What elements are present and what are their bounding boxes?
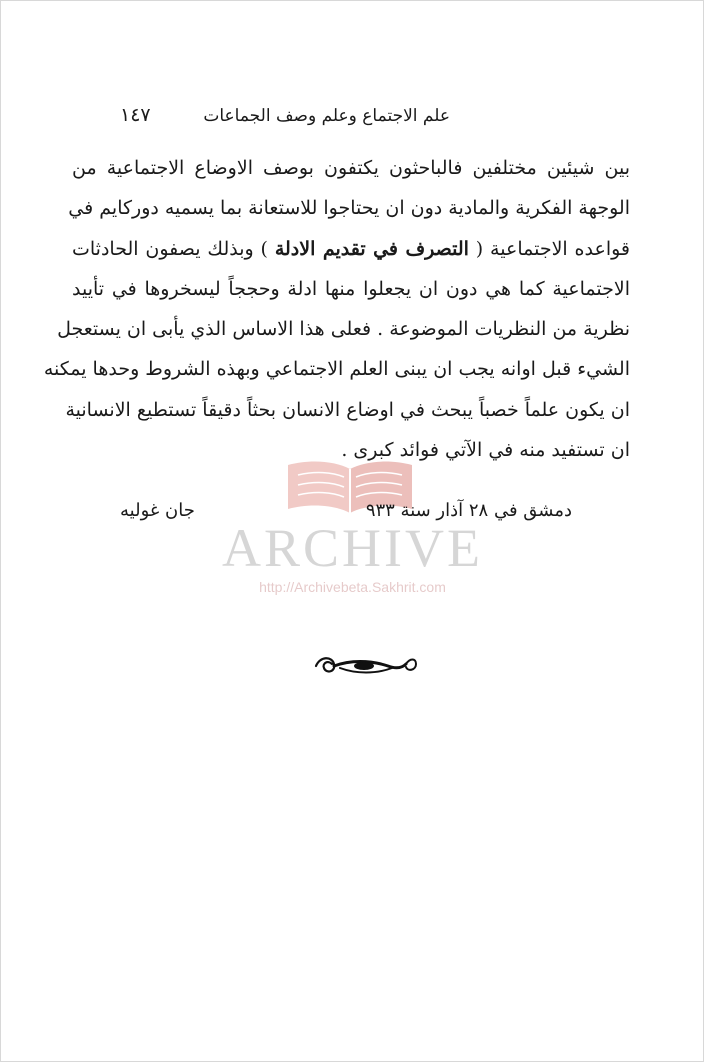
signature-row (120, 500, 572, 521)
body-line: الاجتماعية كما هي دون ان يجعلوا منها ادلة وحججاً ليسخروها في تأييد (72, 277, 630, 300)
body-line: ان يكون علماً خصباً يبحث في اوضاع الانسان بحثاً دقيقاً تستطيع الانسانية (65, 398, 630, 421)
body-line: قواعده الاجتماعية ( التصرف في تقديم الادلة ) وبذلك يصفون الحادثات (72, 237, 630, 260)
scroll-flourish-icon (310, 652, 420, 680)
page-number: ١٤٧ (120, 104, 151, 126)
running-head (120, 104, 450, 134)
body-line: الوجهة الفكرية والمادية دون ان يحتاجوا للاستعانة بما يسميه دوركايم في (68, 197, 630, 220)
body-line: الشيء قبل اوانه يجب ان يبنى العلم الاجتماعي وبهذه الشروط وحدها يمكنه (43, 358, 630, 381)
watermark-word: ARCHIVE (222, 518, 483, 578)
bold-phrase: التصرف في تقديم الادلة (274, 237, 469, 260)
body-text (43, 148, 630, 470)
watermark-url: http://Archivebeta.Sakhrit.com (259, 579, 446, 595)
body-line: نظرية من النظريات الموضوعة . فعلى هذا الاساس الذي يأبى ان يستعجل (57, 318, 630, 341)
archive-watermark (210, 455, 495, 605)
signature-place-date: دمشق في ٢٨ آذار سنة ٩٣٣ (365, 500, 572, 521)
running-title: علم الاجتماع وعلم وصف الجماعات (203, 106, 450, 126)
body-line: ان تستفيد منه في الآتي فوائد كبرى . (341, 439, 630, 462)
signature-author: جان غوليه (120, 500, 195, 521)
body-line: بين شيئين مختلفين فالباحثون يكتفون بوصف الاوضاع الاجتماعية من (72, 157, 630, 179)
